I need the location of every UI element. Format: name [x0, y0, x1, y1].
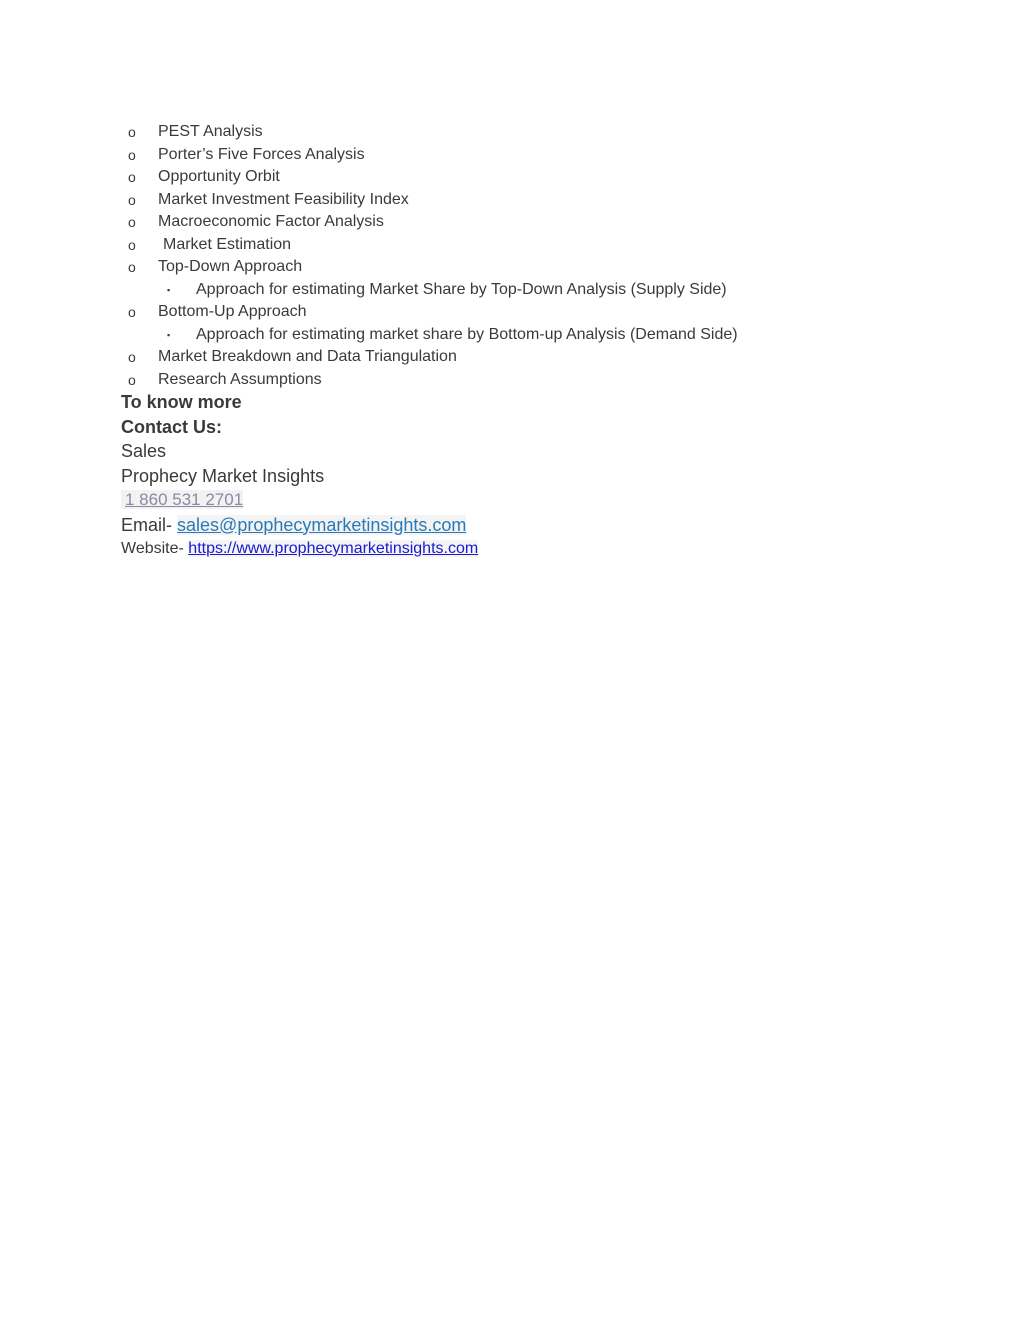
circle-bullet-icon: o	[128, 146, 136, 163]
contact-block	[121, 390, 478, 562]
contact-us-heading: Contact Us:	[121, 416, 223, 437]
circle-bullet-icon: o	[128, 124, 136, 140]
square-bullet-icon: ▪	[167, 329, 171, 340]
list-item	[0, 346, 1024, 369]
email-label: Email-	[121, 514, 173, 535]
list-item	[0, 234, 1024, 257]
circle-bullet-icon: o	[128, 349, 136, 365]
list-item	[0, 369, 1024, 392]
sub-list-item	[0, 279, 1024, 302]
sub-list-item-text: Approach for estimating Market Share by Top-Down Analysis (Supply Side)	[196, 280, 727, 298]
website-label: Website-	[121, 540, 184, 557]
website-link[interactable]: https://www.prophecymarketinsights.com	[188, 540, 479, 557]
circle-bullet-icon: o	[128, 169, 136, 185]
list-item	[0, 144, 1024, 167]
list-item	[0, 121, 1024, 144]
list-item-text: Market Investment Feasibility Index	[158, 190, 409, 208]
square-bullet-icon: ▪	[167, 284, 171, 295]
company-name: Prophecy Market Insights	[121, 465, 325, 486]
list-item-text: Macroeconomic Factor Analysis	[158, 213, 384, 230]
to-know-more-heading: To know more	[121, 392, 242, 412]
sub-list-item-text: Approach for estimating market share by Bottom-up Analysis (Demand Side)	[196, 325, 738, 343]
circle-bullet-icon: o	[128, 259, 136, 275]
circle-bullet-icon: o	[128, 304, 136, 320]
list-item-text: Market Estimation	[163, 235, 292, 253]
website-line	[121, 537, 478, 562]
list-item-text: Opportunity Orbit	[158, 168, 280, 185]
circle-bullet-icon: o	[128, 371, 136, 388]
circle-bullet-icon: o	[128, 236, 136, 253]
phone-link[interactable]: 1 860 531 2701	[121, 490, 243, 509]
sales-label: Sales	[121, 441, 167, 461]
list-item-text: PEST Analysis	[158, 123, 263, 140]
list-item	[0, 166, 1024, 189]
list-item	[0, 256, 1024, 279]
list-item-text: Research Assumptions	[158, 370, 322, 388]
circle-bullet-icon: o	[128, 214, 136, 230]
list-item	[0, 301, 1024, 324]
list-item	[0, 211, 1024, 234]
methodology-outline	[0, 121, 1024, 391]
list-item-text: Market Breakdown and Data Triangulation	[158, 348, 457, 365]
phone-line	[121, 488, 478, 513]
email-line	[121, 513, 478, 538]
list-item	[0, 189, 1024, 212]
list-item-text: Bottom-Up Approach	[158, 303, 307, 320]
sub-list-item	[0, 324, 1024, 347]
list-item-text: Porter’s Five Forces Analysis	[158, 145, 365, 163]
list-item-text: Top-Down Approach	[158, 258, 303, 275]
circle-bullet-icon: o	[128, 191, 136, 208]
email-link[interactable]: sales@prophecymarketinsights.com	[177, 514, 467, 535]
